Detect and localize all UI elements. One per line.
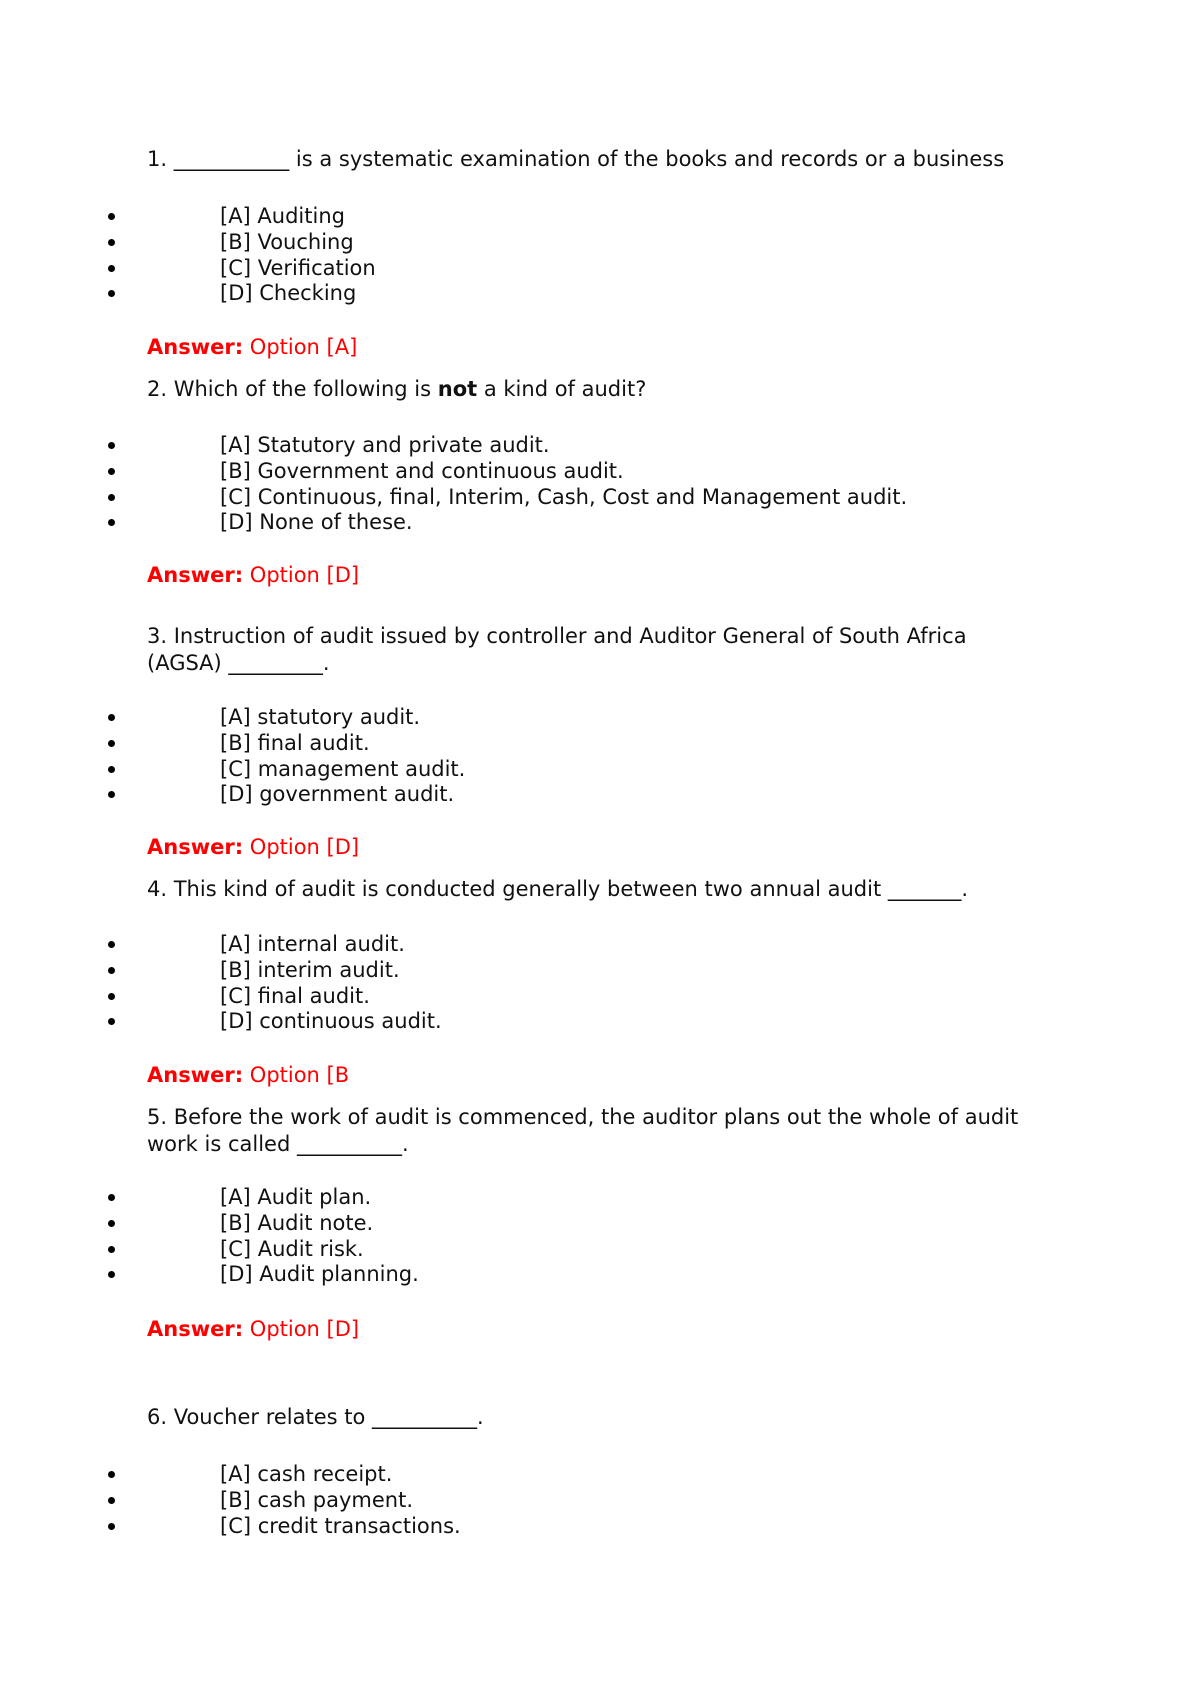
answer-value: Option [D] bbox=[243, 1317, 360, 1341]
answer-value: Option [D] bbox=[243, 563, 360, 587]
question-5-text: Before the work of audit is commenced, the auditor plans out the whole of audit work is called __________. bbox=[147, 1105, 1019, 1156]
list-item bbox=[0, 1487, 1000, 1513]
bullet-icon bbox=[108, 213, 115, 220]
answer-label: Answer: bbox=[147, 563, 244, 587]
option-c: [C] management audit. bbox=[220, 756, 466, 781]
question-5-options bbox=[0, 1184, 1000, 1287]
option-b: [B] final audit. bbox=[220, 730, 370, 755]
list-item bbox=[0, 255, 1000, 281]
list-item bbox=[0, 957, 1000, 983]
list-item bbox=[0, 458, 1000, 484]
bullet-icon bbox=[108, 714, 115, 721]
bullet-icon bbox=[108, 442, 115, 449]
option-d: [D] Checking bbox=[220, 281, 357, 306]
list-item bbox=[0, 781, 1000, 807]
option-b: [B] Audit note. bbox=[220, 1210, 374, 1235]
list-item bbox=[0, 1513, 1000, 1539]
option-d: [D] None of these. bbox=[220, 510, 413, 535]
bullet-icon bbox=[108, 1220, 115, 1227]
answer-label: Answer: bbox=[147, 1063, 244, 1087]
question-6 bbox=[147, 1404, 1047, 1431]
list-item bbox=[0, 229, 1000, 255]
option-a: [A] statutory audit. bbox=[220, 705, 421, 729]
answer-label: Answer: bbox=[147, 335, 244, 359]
answer-3 bbox=[147, 834, 359, 861]
question-6-options bbox=[0, 1461, 1000, 1538]
list-item bbox=[0, 1184, 1000, 1210]
bullet-icon bbox=[108, 468, 115, 475]
option-b: [B] interim audit. bbox=[220, 957, 400, 982]
list-item bbox=[0, 704, 1000, 730]
question-3-text: Instruction of audit issued by controller and Auditor General of South Africa (AGSA) _________. bbox=[147, 624, 967, 675]
question-3-prefix: 3. bbox=[147, 624, 174, 648]
bullet-icon bbox=[108, 740, 115, 747]
option-c: [C] Audit risk. bbox=[220, 1236, 364, 1261]
bullet-icon bbox=[108, 1523, 115, 1530]
bullet-icon bbox=[108, 941, 115, 948]
bullet-icon bbox=[108, 1194, 115, 1201]
bullet-icon bbox=[108, 967, 115, 974]
list-item bbox=[0, 432, 1000, 458]
bullet-icon bbox=[108, 791, 115, 798]
option-c: [C] final audit. bbox=[220, 983, 370, 1008]
answer-value: Option [A] bbox=[243, 335, 358, 359]
bullet-icon bbox=[108, 519, 115, 526]
bullet-icon bbox=[108, 1246, 115, 1253]
option-b: [B] Vouching bbox=[220, 229, 354, 254]
question-2 bbox=[147, 376, 1047, 403]
question-2-options bbox=[0, 432, 1000, 535]
question-1-text: ___________ is a systematic examination of the books and records or a business bbox=[173, 147, 1005, 171]
list-item bbox=[0, 203, 1000, 229]
question-2-suffix: a kind of audit? bbox=[477, 377, 647, 401]
question-4-prefix: 4. bbox=[147, 877, 174, 901]
answer-1 bbox=[147, 334, 357, 361]
option-c: [C] credit transactions. bbox=[220, 1513, 461, 1538]
answer-label: Answer: bbox=[147, 1317, 244, 1341]
question-2-prefix: 2. Which of the following is bbox=[147, 377, 438, 401]
bullet-icon bbox=[108, 1471, 115, 1478]
bullet-icon bbox=[108, 494, 115, 501]
bullet-icon bbox=[108, 265, 115, 272]
question-3 bbox=[147, 623, 1007, 677]
option-a: [A] Auditing bbox=[220, 204, 345, 228]
bullet-icon bbox=[108, 766, 115, 773]
option-d: [D] continuous audit. bbox=[220, 1009, 442, 1034]
option-c: [C] Verification bbox=[220, 255, 376, 280]
list-item bbox=[0, 1461, 1000, 1487]
answer-value: Option [D] bbox=[243, 835, 360, 859]
question-4-options bbox=[0, 931, 1000, 1034]
option-b: [B] cash payment. bbox=[220, 1487, 414, 1512]
question-1 bbox=[147, 146, 1047, 173]
list-item bbox=[0, 931, 1000, 957]
question-3-options bbox=[0, 704, 1000, 807]
list-item bbox=[0, 280, 1000, 306]
bullet-icon bbox=[108, 1271, 115, 1278]
list-item bbox=[0, 484, 1000, 510]
option-a: [A] Statutory and private audit. bbox=[220, 433, 550, 457]
question-5 bbox=[147, 1104, 1047, 1158]
list-item bbox=[0, 509, 1000, 535]
option-a: [A] Audit plan. bbox=[220, 1185, 372, 1209]
answer-4 bbox=[147, 1062, 349, 1089]
list-item bbox=[0, 1261, 1000, 1287]
question-6-prefix: 6. bbox=[147, 1405, 174, 1429]
question-5-prefix: 5. bbox=[147, 1105, 174, 1129]
bullet-icon bbox=[108, 993, 115, 1000]
option-d: [D] Audit planning. bbox=[220, 1262, 419, 1287]
list-item bbox=[0, 756, 1000, 782]
bullet-icon bbox=[108, 1018, 115, 1025]
answer-5 bbox=[147, 1316, 359, 1343]
option-a: [A] cash receipt. bbox=[220, 1462, 393, 1486]
question-2-emphasis: not bbox=[437, 377, 478, 401]
question-1-prefix: 1. bbox=[147, 147, 174, 171]
question-4 bbox=[147, 876, 1047, 903]
list-item bbox=[0, 1008, 1000, 1034]
answer-label: Answer: bbox=[147, 835, 244, 859]
list-item bbox=[0, 983, 1000, 1009]
answer-value: Option [B bbox=[243, 1063, 350, 1087]
option-a: [A] internal audit. bbox=[220, 932, 405, 956]
option-d: [D] government audit. bbox=[220, 782, 455, 807]
question-6-text: Voucher relates to __________. bbox=[173, 1405, 484, 1429]
option-c: [C] Continuous, final, Interim, Cash, Cost and Management audit. bbox=[220, 484, 908, 509]
list-item bbox=[0, 1236, 1000, 1262]
answer-2 bbox=[147, 562, 359, 589]
option-b: [B] Government and continuous audit. bbox=[220, 458, 624, 483]
list-item bbox=[0, 1210, 1000, 1236]
bullet-icon bbox=[108, 290, 115, 297]
bullet-icon bbox=[108, 239, 115, 246]
question-4-text: This kind of audit is conducted generally between two annual audit _______. bbox=[173, 877, 969, 901]
bullet-icon bbox=[108, 1497, 115, 1504]
question-1-options bbox=[0, 203, 1000, 306]
list-item bbox=[0, 730, 1000, 756]
